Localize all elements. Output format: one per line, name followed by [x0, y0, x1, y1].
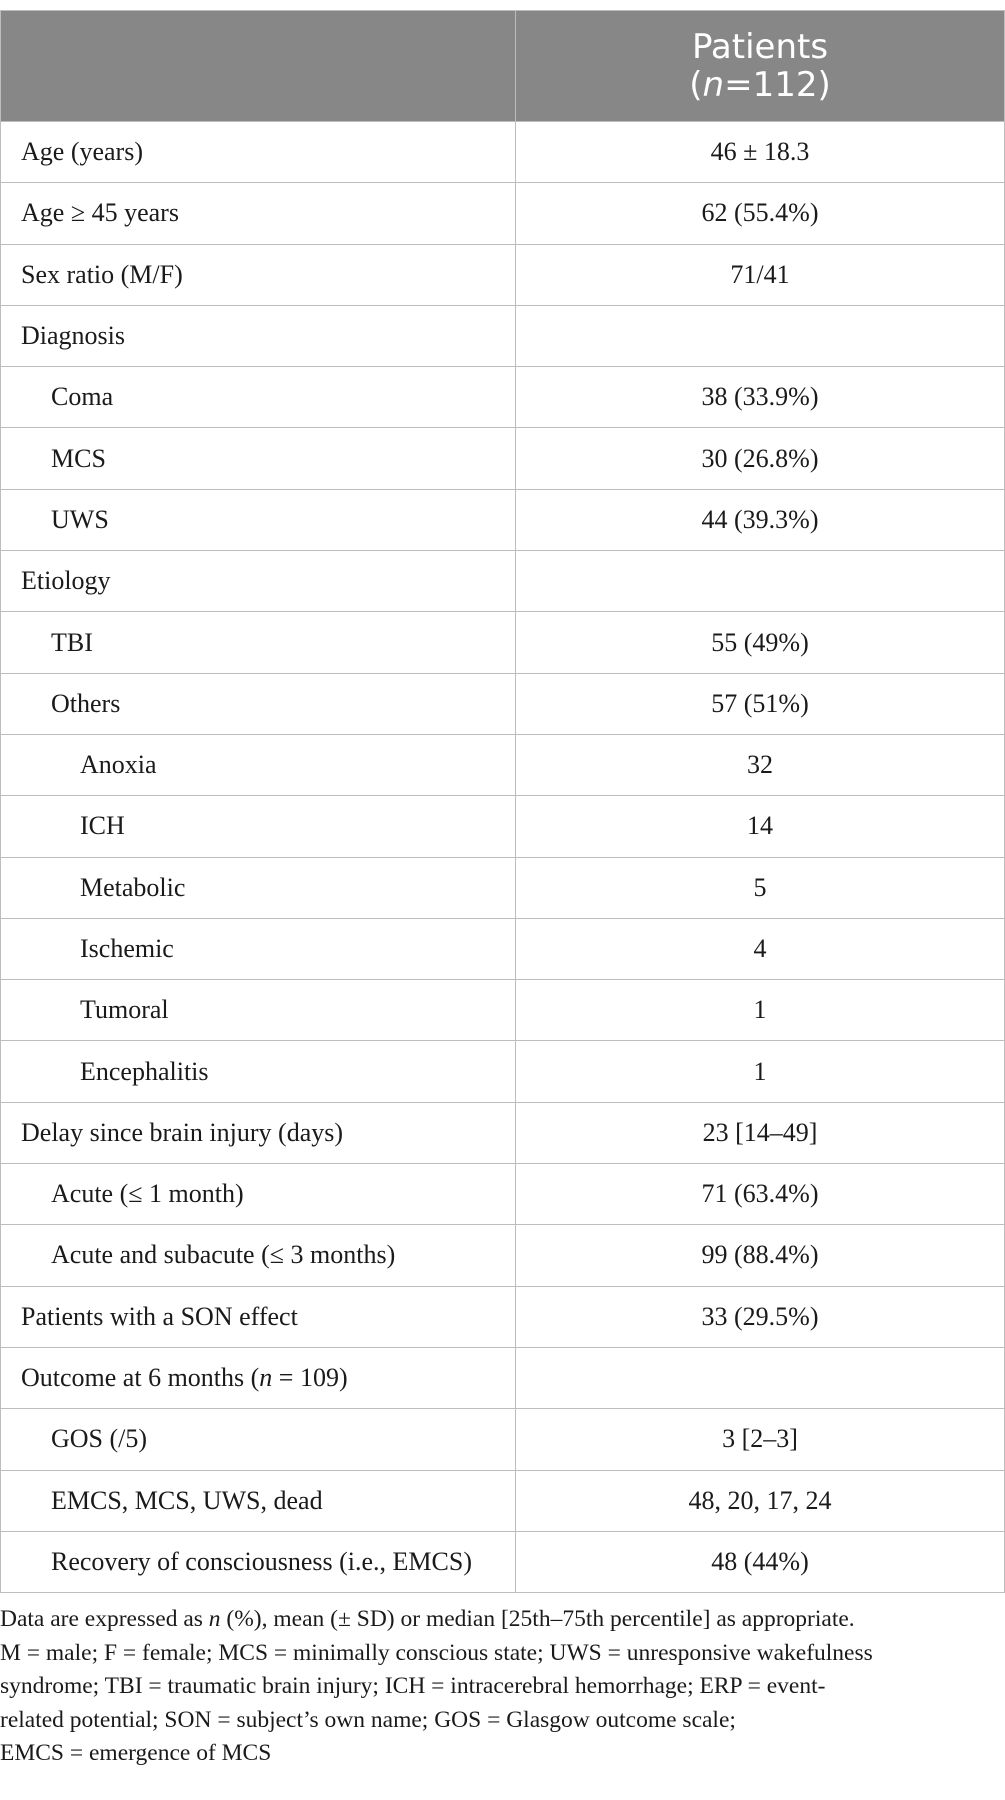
row-label: Sex ratio (M/F) [1, 244, 516, 305]
header-count-open: ( [689, 65, 703, 105]
row-label: Delay since brain injury (days) [1, 1102, 516, 1163]
row-label: Patients with a SON effect [1, 1286, 516, 1347]
row-label: EMCS, MCS, UWS, dead [1, 1470, 516, 1531]
row-value: 38 (33.9%) [516, 367, 1005, 428]
row-value: 1 [516, 1041, 1005, 1102]
table-row [1, 122, 1005, 183]
table-row [1, 980, 1005, 1041]
table-body [1, 122, 1005, 1593]
row-label: Anoxia [1, 734, 516, 795]
table-row [1, 183, 1005, 244]
row-label: ICH [1, 796, 516, 857]
table-row [1, 1409, 1005, 1470]
footnote-line-1: Data are expressed as n (%), mean (± SD) or median [25th–75th percentile] as appropriate. [0, 1606, 855, 1632]
row-label: UWS [1, 489, 516, 550]
table-row [1, 612, 1005, 673]
table-header-row [1, 11, 1005, 122]
header-count-rest: =112) [724, 65, 831, 105]
row-label: Age ≥ 45 years [1, 183, 516, 244]
table-row [1, 1347, 1005, 1408]
table-row [1, 673, 1005, 734]
table-row [1, 1470, 1005, 1531]
table-row [1, 305, 1005, 366]
table-row [1, 367, 1005, 428]
row-value: 33 (29.5%) [516, 1286, 1005, 1347]
table-row [1, 918, 1005, 979]
row-value: 3 [2–3] [516, 1409, 1005, 1470]
row-value: 44 (39.3%) [516, 489, 1005, 550]
footnote-line-5: EMCS = emergence of MCS [0, 1740, 272, 1766]
row-value: 71 (63.4%) [516, 1164, 1005, 1225]
table-row [1, 1041, 1005, 1102]
header-count [516, 66, 1004, 104]
row-label: Acute and subacute (≤ 3 months) [1, 1225, 516, 1286]
table-row [1, 244, 1005, 305]
row-value [516, 305, 1005, 366]
header-title: Patients [691, 27, 829, 67]
table-row [1, 428, 1005, 489]
table-row [1, 734, 1005, 795]
table-row [1, 796, 1005, 857]
table-row [1, 857, 1005, 918]
row-value [516, 551, 1005, 612]
row-value: 57 (51%) [516, 673, 1005, 734]
table-row [1, 1225, 1005, 1286]
table-row [1, 1164, 1005, 1225]
row-label: Age (years) [1, 122, 516, 183]
row-label: MCS [1, 428, 516, 489]
row-label: Diagnosis [1, 305, 516, 366]
row-value: 48 (44%) [516, 1531, 1005, 1592]
row-label: Encephalitis [1, 1041, 516, 1102]
table-row [1, 551, 1005, 612]
footnote [0, 1603, 990, 1771]
footnote-line-4: related potential; SON = subject’s own name; GOS = Glasgow outcome scale; [0, 1706, 736, 1733]
row-label: Outcome at 6 months (n = 109) [1, 1347, 516, 1408]
row-value: 48, 20, 17, 24 [516, 1470, 1005, 1531]
row-value: 4 [516, 918, 1005, 979]
table-row [1, 1286, 1005, 1347]
header-blank-cell [1, 11, 516, 122]
row-label: Tumoral [1, 980, 516, 1041]
row-value: 23 [14–49] [516, 1102, 1005, 1163]
demographics-table [0, 10, 1005, 1593]
row-label: TBI [1, 612, 516, 673]
table-row [1, 1531, 1005, 1592]
row-value: 1 [516, 980, 1005, 1041]
table-row [1, 489, 1005, 550]
row-label: Recovery of consciousness (i.e., EMCS) [1, 1531, 516, 1592]
row-label: Acute (≤ 1 month) [1, 1164, 516, 1225]
row-value: 46 ± 18.3 [516, 122, 1005, 183]
footnote-line-3: syndrome; TBI = traumatic brain injury; ICH = intracerebral hemorrhage; ERP = event- [0, 1673, 826, 1699]
row-label: Others [1, 673, 516, 734]
row-label: Metabolic [1, 857, 516, 918]
row-value: 32 [516, 734, 1005, 795]
row-label: GOS (/5) [1, 1409, 516, 1470]
header-patients-cell [516, 11, 1005, 122]
row-value: 71/41 [516, 244, 1005, 305]
row-value: 14 [516, 796, 1005, 857]
row-value: 99 (88.4%) [516, 1225, 1005, 1286]
row-value: 30 (26.8%) [516, 428, 1005, 489]
footnote-line-2: M = male; F = female; MCS = minimally conscious state; UWS = unresponsive wakefulness [0, 1639, 873, 1666]
table-row [1, 1102, 1005, 1163]
row-value: 62 (55.4%) [516, 183, 1005, 244]
row-label: Ischemic [1, 918, 516, 979]
row-value [516, 1347, 1005, 1408]
header-count-n: n [702, 65, 725, 105]
row-label: Etiology [1, 551, 516, 612]
row-value: 55 (49%) [516, 612, 1005, 673]
row-label: Coma [1, 367, 516, 428]
row-value: 5 [516, 857, 1005, 918]
